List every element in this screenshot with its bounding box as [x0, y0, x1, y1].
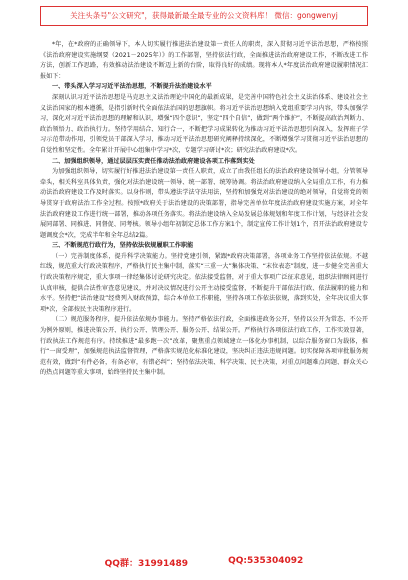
- section-heading-3: 三、不断规范行政行为，坚持依法依规履职工作职能: [52, 242, 194, 250]
- section-heading-2: 二、加强组织领导，通过层层压实责任推动法治政府建设各项工作落到实处: [52, 157, 255, 165]
- document-body: [40, 40, 368, 540]
- section-heading-1: 一、带头深入学习习近平法治思想，不断提升法治建设水平: [52, 83, 212, 91]
- paragraph-section-2: 为加强组织领导，切实履行好推进法治建设第一责任人职责，成立了由我任组长的法治政府建设领导小组，分管领导牵头，相关科室具体负责，强化对法治建设统一领导、统一部署、统筹协调。将法治政府建设纳入全局重点工作，有力推动法治政府建设工作及时落实。以身作则，带头遵法学法守法用法，坚持和加强党对法治建设的绝对领导，自觉将党的领导贯穿于政府法治工作全过程。按照*政府关于法治建设的决策部署，指导完善单位年度法治政府建设实施方案，对全年法治政府建设工作进行统一部署，推动各项任务落实。将法治建设纳入全局发展总体规划和年度工作计划，与经济社会发展同部署、同推进、同督促、同考核。领导小组年初制定总体工作方案1个，制定宣传工作计划1个，召开法治政府建设专题调度会*次，完成半年和全年总结2篇。: [40, 168, 368, 239]
- paragraph-section-3-2: （二）规范服务程序，提升依法依规办事能力。坚持严格依法行政，全面推进政务公开，坚持以公开为常态、不公开为例外原则，推进决策公开、执行公开、管理公开、服务公开、结果公开。严格执行各项依法行政工作，工作实效显著，行政执法工作规范有序。持续推进“最多跑一次”改革，聚焦重点领域建立一体化办事机制，以综合服务窗口为载体，推行“一窗受理”，加强规范执法监督管理，严格落实规范化标准化建设，坚决纠正违法违规问题。切实保障各项审批服务规范有效，做到“有件必备，有备必审，有错必纠”；坚持依法决策、科学决策、民主决策，对重点问题难点问题、群众关心的热点问题等重大事项，始终坚持民主集中制。: [40, 316, 368, 377]
- footer-contact: [0, 556, 408, 570]
- header-banner: 关注头条号"公文研究"，获得最新最全最专业的公文资料库！ 微信：gongwenyj: [40, 6, 368, 26]
- paragraph-section-3-1: （一）完善制度体系，提升科学决策能力。坚持党建引领，紧跟*政府决策部署，各项业务工作坚持依法依规。不越红线，规范重大行政决策程序，严格执行民主集中制，落实“三重一大”集体决策、“末位表态”制度，进一步健全完善重大行政决策程序规定，重大事项一律经集体讨论研究决定。依法接受监督，对于重大事项广泛征求意见，组织法律顾问进行认真审核，提供合法性审查意见建议，并对决议情况进行公开主动接受监督，不断提升干部依法行政、依法履职的能力和水平。坚持把“法治建设”经费列入财政预算，综合本单位工作职能，坚持各项工作依法依规，落到实处，全年决议重大事项*次，全部按民主决策程序进行。: [40, 252, 368, 313]
- footer-qq: QQ:535304092: [228, 556, 304, 566]
- footer-qq-group: QQ群：31991489: [104, 559, 189, 569]
- paragraph-section-1: 深刻认识习近平法治思想是马克思主义法治理论中国化的最新成果，是完善中国特色社会主义法治体系、建设社会主义法治国家的根本遵循，是指引新时代全面依法治国的思想旗帜。将习近平法治思想纳入党组重要学习内容，带头加强学习，深化对习近平法治思想的理解和认识，增强“四个意识”，坚定“四个自信”，做到“两个维护”，不断提高政治判断力、政治领悟力、政治执行力。坚持学用结合、知行合一，不断把学习成果转化为推动习近平法治思想引向深入，发挥班子学习示范带动作用，引领党员干部深入学习，推动习近平法治思想研究阐释持续深化，不断增强学习贯彻习近平法治思想的自觉性和坚定性。全年累计开展中心组集中学习*次，专题学习研讨*次；研究法治政府建设*次。: [40, 93, 368, 154]
- paragraph-intro: *年，在*政府的正确领导下，本人切实履行推进法治建设第一责任人的职责，深入贯彻习近平法治思想，严格按照《法治政府建设实施纲要（2021－2025年）》的工作部署，坚持依法行政，全面推进法治政府建设工作，不断改进工作方法，创新工作思路，有效推动法治建设不断迈上新的台阶，取得良好的成绩。现将本人*年度法治政府建设履职情况汇报如下：: [40, 41, 368, 80]
